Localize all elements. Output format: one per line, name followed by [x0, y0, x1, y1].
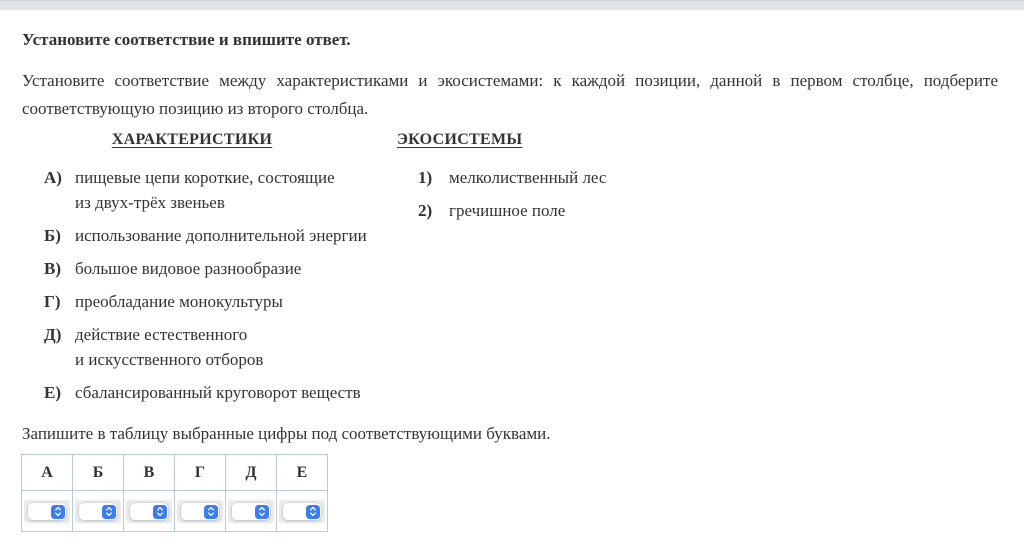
item-label: Е)	[44, 383, 61, 402]
select-stepper-icon	[102, 505, 116, 519]
top-band	[0, 0, 1024, 10]
answer-cell-b	[73, 491, 124, 532]
answer-cell-a	[22, 491, 73, 532]
item-label: Д)	[44, 325, 62, 344]
task-instruction: Установите соответствие между характеристиками и экосистемами: к каждой позиции, данной в первом столбце, подберите соответствующую позицию из второго столбца.	[22, 71, 998, 118]
item-text: сбалансированный круговорот веществ	[75, 383, 361, 402]
answer-table	[21, 454, 328, 532]
item-label: 2)	[418, 201, 433, 220]
ecosystems-list	[397, 165, 998, 223]
answer-select-b[interactable]	[75, 500, 121, 523]
item-text: пищевые цепи короткие, состоящие из двух-трёх звеньев	[75, 168, 335, 212]
table-instruction: Запишите в таблицу выбранные цифры под соответствующими буквами.	[22, 424, 551, 443]
answer-cell-v	[124, 491, 175, 532]
matching-columns	[22, 131, 998, 413]
answer-select-g[interactable]	[177, 500, 223, 523]
answer-cell-d	[226, 491, 277, 532]
item-text: мелколиственный лес	[449, 168, 607, 187]
page-title: Установите соответствие и впишите ответ.	[22, 30, 351, 49]
item-label: Б)	[44, 226, 61, 245]
characteristics-column	[22, 131, 397, 413]
select-stepper-icon	[255, 505, 269, 519]
answer-select-d[interactable]	[228, 500, 274, 523]
characteristic-item-e	[44, 380, 397, 405]
answer-select-e[interactable]	[279, 500, 325, 523]
item-label: А)	[44, 168, 62, 187]
item-label: Г)	[44, 292, 61, 311]
item-text: действие естественного и искусственного отборов	[75, 325, 264, 369]
question-page	[0, 29, 1024, 532]
item-label: 1)	[418, 168, 433, 187]
select-stepper-icon	[204, 505, 218, 519]
item-label: В)	[44, 259, 61, 278]
answer-cell-g	[175, 491, 226, 532]
characteristic-item-d	[44, 322, 397, 372]
answer-select-v[interactable]	[126, 500, 172, 523]
characteristic-item-b	[44, 223, 397, 248]
characteristic-item-a	[44, 165, 397, 215]
item-text: большое видовое разнообразие	[75, 259, 302, 278]
answer-column-header-v: В	[124, 455, 175, 491]
select-stepper-icon	[306, 505, 320, 519]
ecosystem-item-1	[418, 165, 998, 190]
ecosystems-header: ЭКОСИСТЕМЫ	[397, 131, 523, 148]
characteristic-item-g	[44, 289, 397, 314]
item-text: гречишное поле	[449, 201, 566, 220]
ecosystems-column	[397, 131, 998, 413]
select-stepper-icon	[51, 505, 65, 519]
answer-cell-e	[277, 491, 328, 532]
answer-column-header-e: Е	[277, 455, 328, 491]
characteristic-item-v	[44, 256, 397, 281]
ecosystem-item-2	[418, 198, 998, 223]
characteristics-list	[22, 165, 397, 405]
answer-column-header-d: Д	[226, 455, 277, 491]
answer-select-a[interactable]	[24, 500, 70, 523]
characteristics-header: ХАРАКТЕРИСТИКИ	[111, 131, 273, 148]
item-text: использование дополнительной энергии	[75, 226, 367, 245]
answer-column-header-a: А	[22, 455, 73, 491]
answer-column-header-g: Г	[175, 455, 226, 491]
select-stepper-icon	[153, 505, 167, 519]
answer-table-header-row	[22, 455, 328, 491]
answer-column-header-b: Б	[73, 455, 124, 491]
answer-table-input-row	[22, 491, 328, 532]
item-text: преобладание монокультуры	[75, 292, 283, 311]
